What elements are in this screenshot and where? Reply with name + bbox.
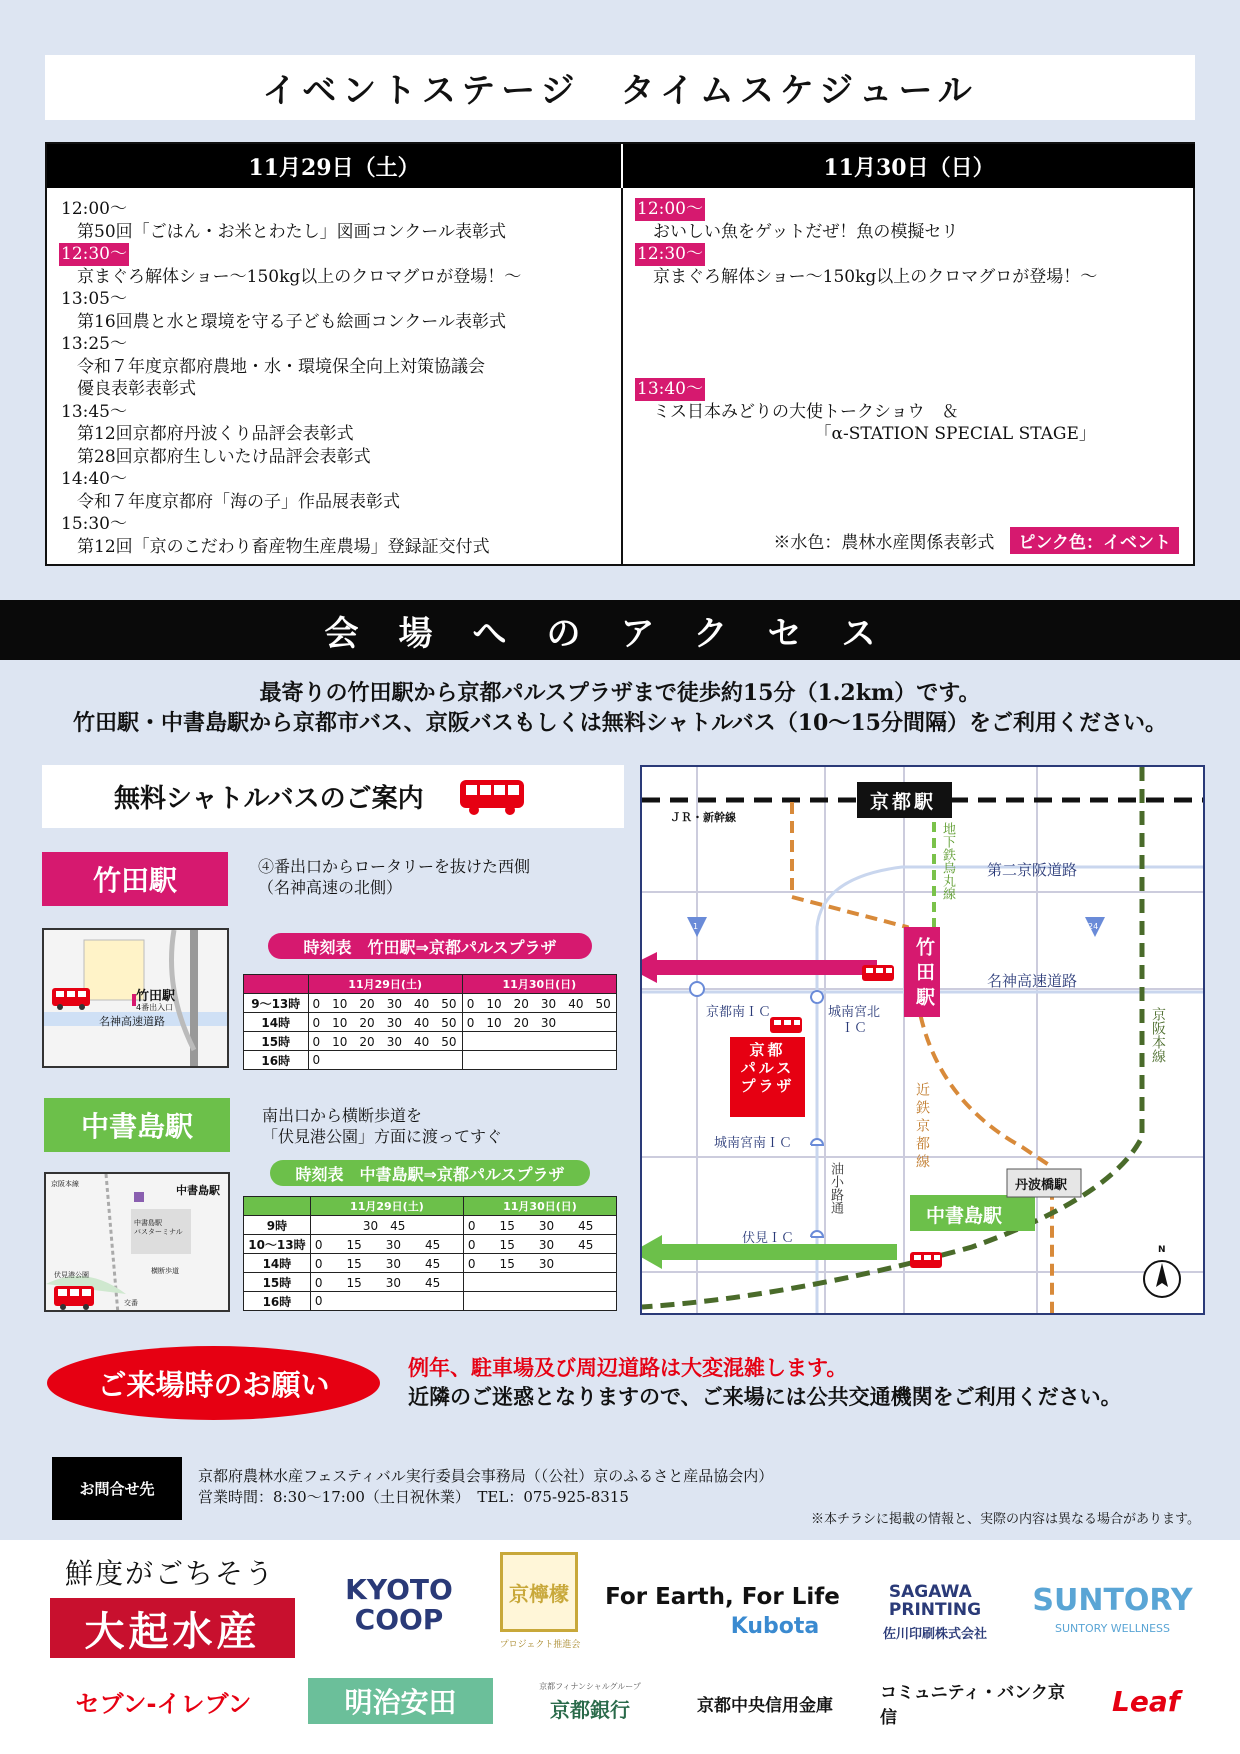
request-line1: 例年、駐車場及び周辺道路は大変混雑します。 xyxy=(408,1355,848,1380)
timetable-minutes xyxy=(462,1032,616,1051)
timetable-minutes: 0 10 20 30 40 50 xyxy=(308,994,462,1013)
chushojima-mini-map xyxy=(44,1172,230,1312)
contact-label: お問合せ先 xyxy=(52,1457,182,1520)
timetable-hour: 15時 xyxy=(244,1273,311,1292)
timetable-hour: 16時 xyxy=(244,1051,309,1070)
chushojima-head-day2: 11月30日(日) xyxy=(463,1197,616,1216)
access-line1: 最寄りの竹田駅から京都パルスプラザまで徒歩約15分（1.2km）です。 xyxy=(259,680,981,706)
timetable-minutes: 30 45 xyxy=(310,1216,463,1235)
map-jr: ＪＲ・新幹線 xyxy=(670,811,736,824)
timetable-minutes: 0 15 30 xyxy=(463,1254,616,1273)
timetable-minutes: 0 10 20 30 40 50 xyxy=(308,1032,462,1051)
contact-text xyxy=(198,1466,773,1508)
tt-corner xyxy=(244,975,309,994)
entry-time: 12:30〜 xyxy=(637,244,703,264)
map-keihan: 京阪本線 xyxy=(1150,1007,1166,1063)
entry-time: 13:05〜 xyxy=(61,289,127,309)
entry-time: 13:40〜 xyxy=(637,379,703,399)
suntory-sub: SUNTORY WELLNESS xyxy=(1054,1621,1171,1635)
takeda-description: ④番出口からロータリーを抜けた西側 （名神高速の北側） xyxy=(258,857,531,897)
chushojima-timetable-label: 時刻表 中書島駅⇒京都パルスプラザ xyxy=(270,1160,590,1186)
entry-title: 第12回京都府丹波くり品評会表彰式 第28回京都府生しいたけ品評会表彰式 xyxy=(77,424,371,467)
entry-time: 12:00〜 xyxy=(637,199,703,219)
bus-icon xyxy=(458,778,526,816)
entry-title: 令和７年度京都府「海の子」作品展表彰式 xyxy=(77,491,400,512)
timetable-row xyxy=(244,1292,617,1311)
kyonomi-logo: 京檸檬 xyxy=(500,1552,578,1632)
timetable-hour: 14時 xyxy=(244,1254,311,1273)
map-kintetsu: 近鉄京都線 xyxy=(914,1082,930,1172)
entry-time: 12:30〜 xyxy=(61,244,127,264)
map-chushojima: 中書島駅 xyxy=(926,1205,1003,1227)
tt-corner xyxy=(244,1197,311,1216)
map-subway: 地下鉄烏丸線 xyxy=(940,822,955,900)
map-north: N xyxy=(1158,1245,1166,1255)
map-kyoto-station: 京都駅 xyxy=(870,791,937,813)
timetable-minutes xyxy=(463,1273,616,1292)
disclaimer: ※本チラシに掲載の情報と、実際の内容は異なる場合があります。 xyxy=(811,1512,1200,1527)
shuttle-title: 無料シャトルバスのご案内 xyxy=(114,784,424,814)
community-bank-logo: コミュニティ・バンク京信 xyxy=(880,1683,1065,1728)
timetable-row xyxy=(244,1032,617,1051)
legend xyxy=(773,527,1179,554)
map-pulse-plaza: 京都 パルス プラザ xyxy=(740,1041,795,1095)
timetable-minutes: 0 10 20 30 40 50 xyxy=(462,994,616,1013)
entry-time: 15:30〜 xyxy=(61,514,127,534)
chushojima-head-day1: 11月29日(土) xyxy=(310,1197,463,1216)
entry-title: 京まぐろ解体ショー〜150kg以上のクロマグロが登場！〜 xyxy=(77,266,522,287)
chushojima-description: 南出口から横断歩道を 「伏見港公園」方面に渡ってすぐ xyxy=(262,1106,503,1146)
kyoto-bank-logo: 京都銀行 xyxy=(550,1697,630,1722)
map-jonan-miyakita-ic: 城南宮北 ＩＣ xyxy=(828,1005,881,1036)
takeda-map-exit: 4番出入口 xyxy=(136,1003,174,1012)
sponsor-area xyxy=(0,1540,1240,1754)
request-line2: 近隣のご迷惑となりますので、ご来場には公共交通機関をご利用ください。 xyxy=(408,1384,1122,1409)
timetable-minutes xyxy=(462,1051,616,1070)
map-route1: 1 xyxy=(693,922,699,931)
timetable-row xyxy=(244,1235,617,1254)
timetable-hour: 9時 xyxy=(244,1216,311,1235)
timetable-minutes xyxy=(463,1292,616,1311)
timetable-minutes: 0 15 30 45 xyxy=(310,1273,463,1292)
access-line2: 竹田駅・中書島駅から京都市バス、京阪バスもしくは無料シャトルバス（10〜15分間隔）をご利用ください。 xyxy=(73,710,1167,736)
timetable-hour: 15時 xyxy=(244,1032,309,1051)
takeda-map-station: 竹田駅 xyxy=(136,989,176,1004)
timetable-hour: 10〜13時 xyxy=(244,1235,311,1254)
sagawa-logo: SAGAWA PRINTING xyxy=(888,1582,982,1620)
taiki-logo: 大起水産 xyxy=(50,1598,295,1658)
entry-title: ミス日本みどりの大使トークショウ ＆ 「α-STATION SPECIAL STAGE」 xyxy=(653,401,1096,444)
timetable-hour: 14時 xyxy=(244,1013,309,1032)
entry-time: 12:00〜 xyxy=(61,199,127,219)
timetable-minutes: 0 15 30 45 xyxy=(310,1254,463,1273)
timetable-minutes: 0 15 30 45 xyxy=(463,1216,616,1235)
meiji-yasuda-logo: 明治安田 xyxy=(308,1678,493,1724)
entry-time: 13:45〜 xyxy=(61,401,127,422)
map-takeda: 竹田駅 xyxy=(913,937,935,1012)
kyonomi-sub: プロジェクト推進会 xyxy=(499,1639,581,1650)
request-badge: ご来場時のお願い xyxy=(47,1346,380,1420)
entry-title: 第50回「ごはん・お米とわたし」図画コンクール表彰式 xyxy=(77,221,506,242)
entry-time: 13:25〜 xyxy=(61,334,127,354)
map-tambabashi: 丹波橋駅 xyxy=(1015,1178,1068,1193)
legend-blue: ※水色：農林水産関係表彰式 xyxy=(773,533,995,553)
shuttle-header xyxy=(42,765,624,828)
takeda-timetable-label: 時刻表 竹田駅⇒京都パルスプラザ xyxy=(268,933,592,959)
timetable-row xyxy=(244,1254,617,1273)
chushojima-map-terminal: 中書島駅 バスターミナル xyxy=(134,1219,183,1236)
kubota-logo: Kubota xyxy=(730,1613,820,1639)
contact-line2: 営業時間：8:30〜17:00（土日祝休業） TEL：075-925-8315 xyxy=(198,1488,629,1506)
entry-title: 令和７年度京都府農地・水・環境保全向上対策協議会 優良表彰表彰式 xyxy=(77,356,485,399)
map-fushimi-ic: 伏見ＩＣ xyxy=(742,1231,795,1246)
kyoto-chuo-logo: 京都中央信用金庫 xyxy=(697,1695,833,1716)
timetable-row xyxy=(244,1216,617,1235)
leaf-logo: Leaf xyxy=(1112,1684,1180,1718)
day2-column xyxy=(623,188,1195,564)
map-aburanokoji: 油小路通 xyxy=(828,1162,843,1214)
entry-time: 14:40〜 xyxy=(61,469,127,489)
timetable-minutes: 0 15 30 45 xyxy=(463,1235,616,1254)
entry-title: 第12回「京のこだわり畜産物生産農場」登録証交付式 xyxy=(77,536,490,557)
chushojima-map-crossing: 横断歩道 xyxy=(151,1267,179,1275)
chushojima-map-station: 中書島駅 xyxy=(176,1184,220,1197)
map-kyoto-minami-ic: 京都南ＩＣ xyxy=(706,1005,772,1020)
chushojima-map-park: 伏見港公園 xyxy=(54,1271,89,1279)
kyoto-bank-group: 京都フィナンシャルグループ xyxy=(539,1681,641,1691)
map-route24: 24 xyxy=(1088,922,1099,931)
chushojima-timetable xyxy=(243,1196,617,1311)
entry-title: 京まぐろ解体ショー〜150kg以上のクロマグロが登場！〜 xyxy=(653,266,1098,287)
day2-header: 11月30日（日） xyxy=(623,144,1195,188)
takeda-head-day2: 11月30日(日) xyxy=(462,975,616,994)
taiki-tagline: 鮮度がごちそう xyxy=(64,1557,275,1590)
legend-pink: ピンク色：イベント xyxy=(1010,527,1179,554)
schedule-title: イベントステージ タイムスケジュール xyxy=(45,55,1195,120)
takeda-mini-map xyxy=(42,928,229,1068)
entry-title: 第16回農と水と環境を守る子ども絵画コンクール表彰式 xyxy=(77,311,506,332)
timetable-minutes: 0 15 30 45 xyxy=(310,1235,463,1254)
chushojima-map-police: 交番 xyxy=(124,1299,138,1307)
takeda-map-road: 名神高速道路 xyxy=(99,1015,165,1028)
timetable-hour: 9〜13時 xyxy=(244,994,309,1013)
kyoto-coop-logo: KYOTO COOP xyxy=(345,1573,453,1636)
suntory-logo: SUNTORY xyxy=(1032,1582,1193,1618)
entry-title: おいしい魚をゲットだぜ！魚の模擬セリ xyxy=(653,221,959,242)
map-daini-keihan: 第二京阪道路 xyxy=(987,861,1078,879)
takeda-head-day1: 11月29日(土) xyxy=(308,975,462,994)
timetable-minutes: 0 xyxy=(308,1051,462,1070)
timetable-minutes: 0 10 20 30 40 50 xyxy=(308,1013,462,1032)
timetable-row xyxy=(244,1051,617,1070)
day1-header: 11月29日（土） xyxy=(47,144,621,188)
access-map xyxy=(640,765,1205,1315)
timetable-row xyxy=(244,994,617,1013)
timetable-hour: 16時 xyxy=(244,1292,311,1311)
kubota-tagline: For Earth, For Life xyxy=(605,1584,840,1610)
access-intro xyxy=(0,678,1240,738)
seven-eleven-logo: セブン-イレブン xyxy=(75,1689,252,1718)
takeda-station-tag: 竹田駅 xyxy=(42,852,228,906)
map-jonan-miyaminami-ic: 城南宮南ＩＣ xyxy=(714,1136,793,1151)
timetable-row xyxy=(244,1013,617,1032)
request-text xyxy=(408,1353,1122,1411)
schedule-table xyxy=(45,142,1195,566)
map-meishin: 名神高速道路 xyxy=(987,972,1078,990)
chushojima-station-tag: 中書島駅 xyxy=(44,1098,230,1152)
day1-column xyxy=(47,188,621,564)
timetable-row xyxy=(244,1273,617,1292)
takeda-timetable xyxy=(243,974,617,1070)
access-title: 会場へのアクセス xyxy=(0,600,1240,660)
chushojima-map-left: 京阪本線 xyxy=(51,1180,79,1188)
timetable-minutes: 0 xyxy=(310,1292,463,1311)
sagawa-jp: 佐川印刷株式会社 xyxy=(882,1626,987,1642)
contact-line1: 京都府農林水産フェスティバル実行委員会事務局（（公社）京のふるさと産品協会内） xyxy=(198,1467,774,1485)
timetable-minutes: 0 10 20 30 xyxy=(462,1013,616,1032)
